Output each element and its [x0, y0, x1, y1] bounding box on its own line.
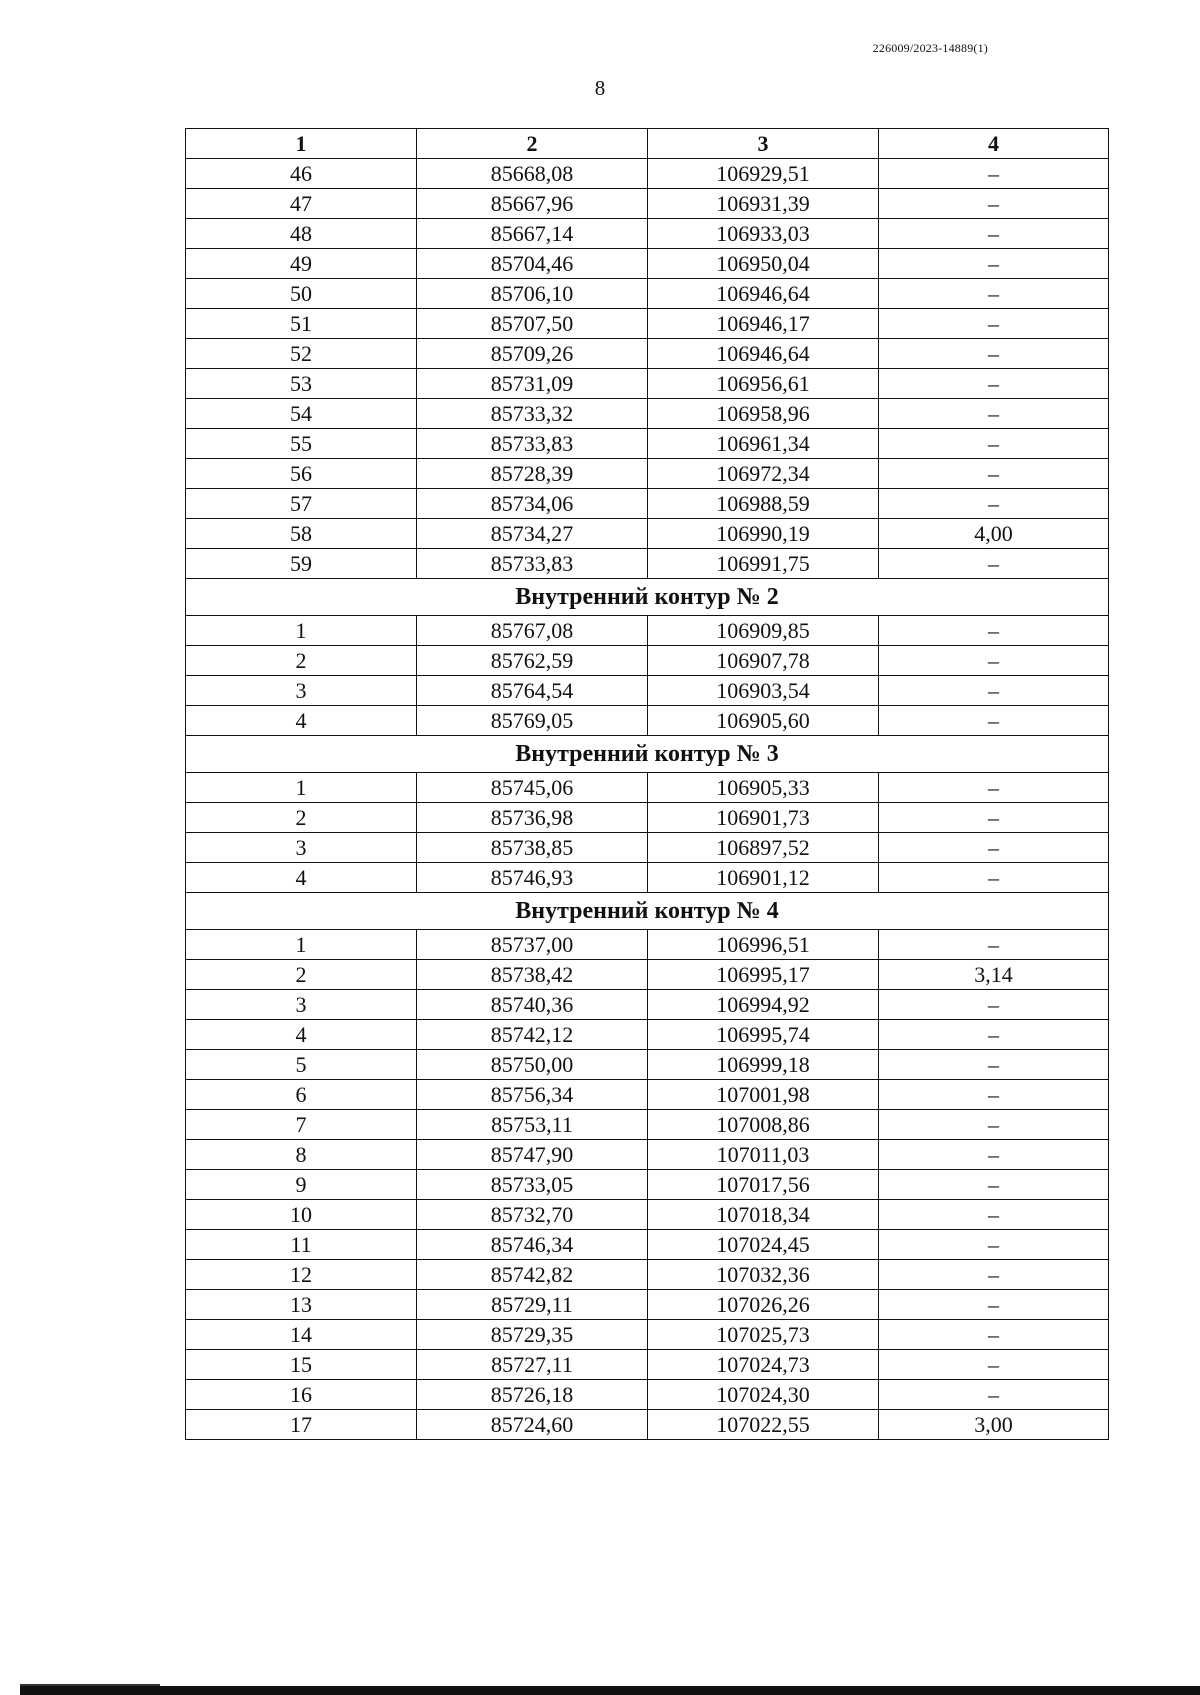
table-cell: 85747,90	[417, 1140, 648, 1170]
table-cell: 85733,32	[417, 399, 648, 429]
table-cell: 106995,74	[648, 1020, 879, 1050]
table-row	[186, 960, 1109, 990]
table-cell: 17	[186, 1410, 417, 1440]
table-cell: 85746,34	[417, 1230, 648, 1260]
table-row	[186, 1350, 1109, 1380]
table-row	[186, 1020, 1109, 1050]
table-cell: 106907,78	[648, 646, 879, 676]
table-cell: 51	[186, 309, 417, 339]
table-cell: 6	[186, 1080, 417, 1110]
table-cell: 2	[186, 960, 417, 990]
table-row	[186, 339, 1109, 369]
table-cell: 106999,18	[648, 1050, 879, 1080]
table-cell: –	[879, 459, 1109, 489]
table-cell: 3,00	[879, 1410, 1109, 1440]
table-cell: 107022,55	[648, 1410, 879, 1440]
table-cell: 85742,12	[417, 1020, 648, 1050]
table-cell: –	[879, 219, 1109, 249]
table-cell: 85706,10	[417, 279, 648, 309]
table-cell: 85707,50	[417, 309, 648, 339]
table-cell: 106946,64	[648, 279, 879, 309]
table-cell: 3	[186, 833, 417, 863]
table-cell: 106909,85	[648, 616, 879, 646]
table-cell: 2	[186, 646, 417, 676]
table-row	[186, 1260, 1109, 1290]
table-cell: 106996,51	[648, 930, 879, 960]
table-cell: 7	[186, 1110, 417, 1140]
table-cell: –	[879, 1170, 1109, 1200]
table-cell: –	[879, 676, 1109, 706]
table-row	[186, 189, 1109, 219]
table-cell: 53	[186, 369, 417, 399]
table-cell: 106901,12	[648, 863, 879, 893]
table-cell: –	[879, 930, 1109, 960]
table-row	[186, 803, 1109, 833]
table-row	[186, 159, 1109, 189]
table-row	[186, 1110, 1109, 1140]
table-row	[186, 676, 1109, 706]
table-cell: 85736,98	[417, 803, 648, 833]
table-cell: 106961,34	[648, 429, 879, 459]
table-cell: –	[879, 1290, 1109, 1320]
table-cell: –	[879, 1200, 1109, 1230]
table-cell: 106988,59	[648, 489, 879, 519]
section-row	[186, 893, 1109, 930]
table-cell: 85733,05	[417, 1170, 648, 1200]
table-cell: 85746,93	[417, 863, 648, 893]
table-cell: 106950,04	[648, 249, 879, 279]
table-row	[186, 519, 1109, 549]
table-cell: –	[879, 646, 1109, 676]
section-title: Внутренний контур № 4	[186, 893, 1109, 930]
table-cell: 107032,36	[648, 1260, 879, 1290]
table-cell: 85737,00	[417, 930, 648, 960]
table-cell: 106905,60	[648, 706, 879, 736]
table-cell: 2	[186, 803, 417, 833]
table-cell: –	[879, 1050, 1109, 1080]
table-cell: 107024,73	[648, 1350, 879, 1380]
table-cell: –	[879, 399, 1109, 429]
table-cell: –	[879, 249, 1109, 279]
table-cell: 107024,45	[648, 1230, 879, 1260]
table-cell: 50	[186, 279, 417, 309]
table-cell: 107024,30	[648, 1380, 879, 1410]
table-cell: 4	[186, 863, 417, 893]
table-cell: 106972,34	[648, 459, 879, 489]
column-header: 4	[879, 129, 1109, 159]
table-cell: –	[879, 159, 1109, 189]
table-cell: –	[879, 1080, 1109, 1110]
table-cell: 85668,08	[417, 159, 648, 189]
table-cell: 107025,73	[648, 1320, 879, 1350]
table-row	[186, 309, 1109, 339]
table-cell: 3	[186, 990, 417, 1020]
table-cell: 54	[186, 399, 417, 429]
table-cell: 107001,98	[648, 1080, 879, 1110]
table-cell: 106991,75	[648, 549, 879, 579]
table-cell: 107017,56	[648, 1170, 879, 1200]
section-title: Внутренний контур № 2	[186, 579, 1109, 616]
column-header: 3	[648, 129, 879, 159]
table-cell: 16	[186, 1380, 417, 1410]
table-row	[186, 249, 1109, 279]
table-cell: –	[879, 369, 1109, 399]
table-cell: 85764,54	[417, 676, 648, 706]
column-header: 1	[186, 129, 417, 159]
table-cell: 106931,39	[648, 189, 879, 219]
table-cell: 12	[186, 1260, 417, 1290]
table-cell: –	[879, 1020, 1109, 1050]
table-cell: 85769,05	[417, 706, 648, 736]
table-cell: 106933,03	[648, 219, 879, 249]
table-cell: 106956,61	[648, 369, 879, 399]
table-cell: –	[879, 773, 1109, 803]
table-cell: 47	[186, 189, 417, 219]
section-row	[186, 736, 1109, 773]
table-cell: 1	[186, 930, 417, 960]
table-cell: 106995,17	[648, 960, 879, 990]
table-cell: 14	[186, 1320, 417, 1350]
table-row	[186, 1200, 1109, 1230]
table-cell: 4	[186, 1020, 417, 1050]
table-cell: 85740,36	[417, 990, 648, 1020]
table-row	[186, 279, 1109, 309]
table-cell: 4,00	[879, 519, 1109, 549]
table-row	[186, 549, 1109, 579]
table-row	[186, 706, 1109, 736]
table-cell: 85724,60	[417, 1410, 648, 1440]
table-header-row	[186, 129, 1109, 159]
table-cell: 85733,83	[417, 429, 648, 459]
table-cell: –	[879, 429, 1109, 459]
table-row	[186, 489, 1109, 519]
table-row	[186, 459, 1109, 489]
table-row	[186, 1170, 1109, 1200]
table-cell: 49	[186, 249, 417, 279]
table-cell: 107011,03	[648, 1140, 879, 1170]
coordinates-table	[185, 128, 1109, 1440]
table-cell: 85745,06	[417, 773, 648, 803]
table-cell: –	[879, 833, 1109, 863]
table-row	[186, 1080, 1109, 1110]
table-cell: 57	[186, 489, 417, 519]
table-cell: –	[879, 706, 1109, 736]
table-cell: –	[879, 1260, 1109, 1290]
table-cell: 85729,11	[417, 1290, 648, 1320]
table-cell: –	[879, 1140, 1109, 1170]
table-cell: 85727,11	[417, 1350, 648, 1380]
table-cell: 106897,52	[648, 833, 879, 863]
table-cell: 106901,73	[648, 803, 879, 833]
section-title: Внутренний контур № 3	[186, 736, 1109, 773]
table-row	[186, 1230, 1109, 1260]
table-cell: 85704,46	[417, 249, 648, 279]
table-cell: 106990,19	[648, 519, 879, 549]
table-cell: 106903,54	[648, 676, 879, 706]
table-cell: 85738,42	[417, 960, 648, 990]
table-row	[186, 990, 1109, 1020]
table-cell: 48	[186, 219, 417, 249]
page-number: 8	[594, 76, 606, 100]
table-cell: 85753,11	[417, 1110, 648, 1140]
table-cell: 3	[186, 676, 417, 706]
table-cell: –	[879, 1380, 1109, 1410]
table-cell: 85762,59	[417, 646, 648, 676]
table-row	[186, 429, 1109, 459]
table-row	[186, 219, 1109, 249]
table-cell: –	[879, 1110, 1109, 1140]
table-cell: 59	[186, 549, 417, 579]
table-cell: 85742,82	[417, 1260, 648, 1290]
table-cell: –	[879, 1230, 1109, 1260]
table-row	[186, 616, 1109, 646]
table-cell: 106929,51	[648, 159, 879, 189]
table-cell: –	[879, 1320, 1109, 1350]
table-cell: 107026,26	[648, 1290, 879, 1320]
table-cell: 9	[186, 1170, 417, 1200]
table-cell: 56	[186, 459, 417, 489]
table-cell: –	[879, 339, 1109, 369]
table-cell: 85734,06	[417, 489, 648, 519]
scan-edge-bar	[20, 1686, 1200, 1695]
table-cell: 13	[186, 1290, 417, 1320]
table-cell: 15	[186, 1350, 417, 1380]
table-cell: 85756,34	[417, 1080, 648, 1110]
table-cell: 106905,33	[648, 773, 879, 803]
table-cell: 85767,08	[417, 616, 648, 646]
table-body	[186, 159, 1109, 1440]
table-cell: –	[879, 803, 1109, 833]
table-cell: 107018,34	[648, 1200, 879, 1230]
table-row	[186, 930, 1109, 960]
column-header: 2	[417, 129, 648, 159]
table-cell: 106946,17	[648, 309, 879, 339]
table-cell: –	[879, 616, 1109, 646]
table-cell: 85731,09	[417, 369, 648, 399]
table-cell: 85709,26	[417, 339, 648, 369]
table-row	[186, 1050, 1109, 1080]
table-cell: 85738,85	[417, 833, 648, 863]
table-row	[186, 773, 1109, 803]
table-row	[186, 369, 1109, 399]
table-cell: –	[879, 1350, 1109, 1380]
section-row	[186, 579, 1109, 616]
table-cell: 55	[186, 429, 417, 459]
table-row	[186, 1380, 1109, 1410]
table-cell: –	[879, 549, 1109, 579]
table-cell: 85734,27	[417, 519, 648, 549]
table-cell: 85667,14	[417, 219, 648, 249]
table-cell: 106946,64	[648, 339, 879, 369]
table-cell: –	[879, 863, 1109, 893]
table-cell: –	[879, 990, 1109, 1020]
table-row	[186, 833, 1109, 863]
table-row	[186, 1320, 1109, 1350]
table-row	[186, 863, 1109, 893]
table-cell: 52	[186, 339, 417, 369]
table-cell: 107008,86	[648, 1110, 879, 1140]
table-cell: –	[879, 279, 1109, 309]
table-row	[186, 1140, 1109, 1170]
table-cell: 85667,96	[417, 189, 648, 219]
table-cell: 10	[186, 1200, 417, 1230]
table-cell: –	[879, 489, 1109, 519]
table-cell: –	[879, 309, 1109, 339]
table-cell: 106958,96	[648, 399, 879, 429]
table-row	[186, 1290, 1109, 1320]
table-cell: 85728,39	[417, 459, 648, 489]
table-cell: 85729,35	[417, 1320, 648, 1350]
table-cell: –	[879, 189, 1109, 219]
table-cell: 1	[186, 616, 417, 646]
table-cell: 106994,92	[648, 990, 879, 1020]
table-row	[186, 399, 1109, 429]
table-cell: 4	[186, 706, 417, 736]
table-cell: 8	[186, 1140, 417, 1170]
table-cell: 3,14	[879, 960, 1109, 990]
table-row	[186, 646, 1109, 676]
table-cell: 85726,18	[417, 1380, 648, 1410]
table-cell: 85750,00	[417, 1050, 648, 1080]
table-cell: 85732,70	[417, 1200, 648, 1230]
table-cell: 85733,83	[417, 549, 648, 579]
table-cell: 1	[186, 773, 417, 803]
table-cell: 58	[186, 519, 417, 549]
table-cell: 46	[186, 159, 417, 189]
table-row	[186, 1410, 1109, 1440]
document-id: 226009/2023-14889(1)	[872, 41, 988, 55]
table-cell: 11	[186, 1230, 417, 1260]
table-cell: 5	[186, 1050, 417, 1080]
